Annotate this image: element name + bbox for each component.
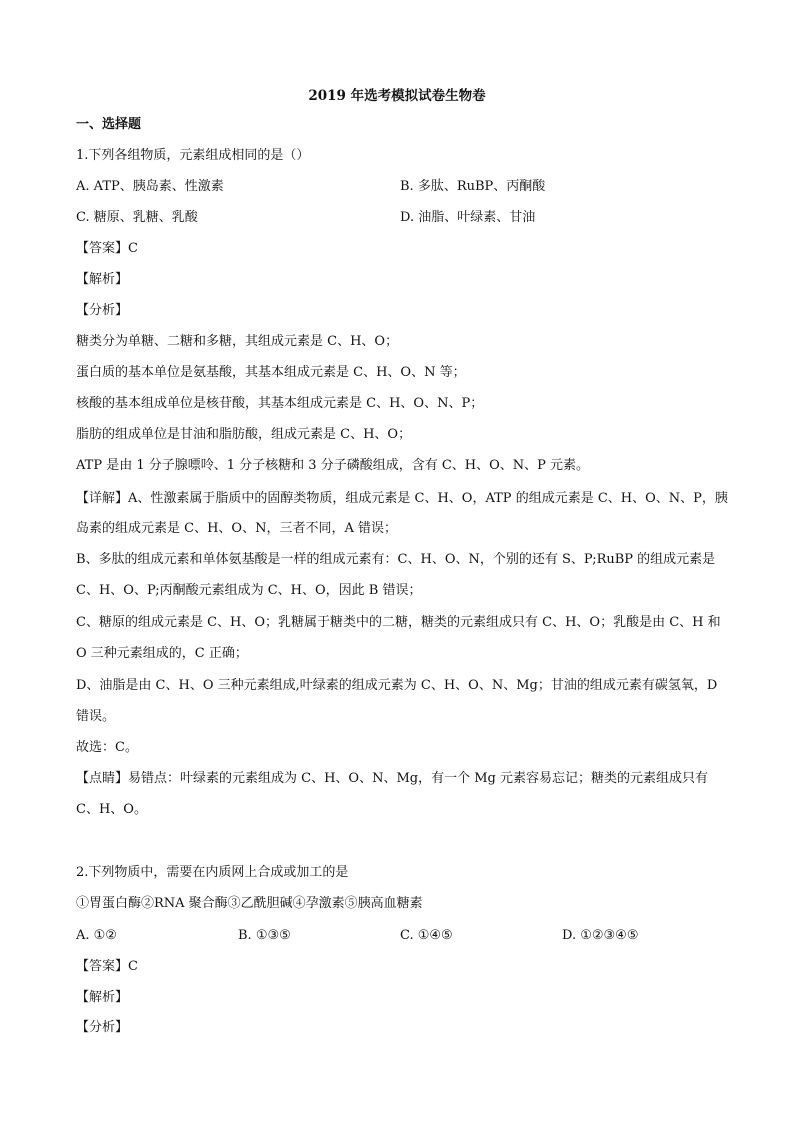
q1-stem: 1.下列各组物质，元素组成相同的是（） — [76, 148, 310, 163]
q1-detail-line: C、H、O、P;丙酮酸元素组成为 C、H、O，因此 B 错误； — [76, 583, 422, 598]
q2-jiexi-label: 【解析】 — [76, 990, 129, 1005]
q1-analysis-line: 糖类分为单糖、二糖和多糖，其组成元素是 C、H、O； — [76, 334, 399, 349]
q2-fenxi-label: 【分析】 — [76, 1020, 129, 1035]
q1-detail-line: 故选：C。 — [76, 740, 138, 755]
q2-items: ①胃蛋白酶②RNA 聚合酶③乙酰胆碱④孕激素⑤胰高血糖素 — [76, 896, 423, 911]
q1-detail-line: C、H、O。 — [76, 802, 147, 817]
q2-answer: 【答案】C — [76, 959, 138, 974]
q1-analysis-line: 核酸的基本组成单位是核苷酸，其基本组成元素是 C、H、O、N、P； — [76, 396, 484, 411]
q1-option-a: A. ATP、胰岛素、性激素 — [76, 179, 224, 194]
q1-detail-line: 岛素的组成元素是 C、H、O、N，三者不同，A 错误； — [76, 521, 397, 536]
q2-option-c: C. ①④⑤ — [400, 928, 453, 943]
q1-analysis-line: ATP 是由 1 分子腺嘌呤、1 分子核糖和 3 分子磷酸组成，含有 C、H、O、N、P 元素。 — [76, 458, 590, 473]
q1-answer: 【答案】C — [76, 241, 138, 256]
q1-option-c: C. 糖原、乳糖、乳酸 — [76, 210, 198, 225]
q1-jiexi-label: 【解析】 — [76, 272, 129, 287]
q1-analysis-line: 脂肪的组成单位是甘油和脂肪酸，组成元素是 C、H、O； — [76, 427, 412, 442]
q1-option-d: D. 油脂、叶绿素、甘油 — [400, 210, 536, 225]
q1-detail-line: 【点睛】易错点：叶绿素的元素组成为 C、H、O、N、Mg，有一个 Mg 元素容易忘记；糖类的元素组成只有 — [76, 771, 708, 786]
q1-detail-line: 错误。 — [76, 709, 116, 724]
q1-detail-line: D、油脂是由 C、H、O 三种元素组成,叶绿素的组成元素为 C、H、O、N、Mg；甘油的组成元素有碳氢氧，D — [76, 678, 718, 693]
q2-option-b: B. ①③⑤ — [238, 928, 291, 943]
q1-detail-line: C、糖原的组成元素是 C、H、O；乳糖属于糖类中的二糖，糖类的元素组成只有 C、H、O；乳酸是由 C、H 和 — [76, 615, 721, 630]
section-heading: 一、选择题 — [76, 117, 142, 132]
q1-detail-line: 【详解】A、性激素属于脂质中的固醇类物质，组成元素是 C、H、O，ATP 的组成元素是 C、H、O、N、P，胰 — [76, 491, 728, 506]
q1-analysis-line: 蛋白质的基本单位是氨基酸，其基本组成元素是 C、H、O、N 等； — [76, 365, 466, 380]
q2-option-a: A. ①② — [76, 928, 117, 943]
page-title: 2019 年选考模拟试卷生物卷 — [308, 88, 486, 104]
q1-fenxi-label: 【分析】 — [76, 303, 129, 318]
q2-stem: 2.下列物质中，需要在内质网上合成或加工的是 — [76, 865, 349, 880]
q1-option-b: B. 多肽、RuBP、丙酮酸 — [400, 179, 546, 194]
q1-detail-line: B、多肽的组成元素和单体氨基酸是一样的组成元素有：C、H、O、N，个别的还有 S、P;RuBP 的组成元素是 — [76, 552, 716, 567]
q1-detail-line: O 三种元素组成的，C 正确； — [76, 646, 248, 661]
q2-option-d: D. ①②③④⑤ — [562, 928, 639, 943]
